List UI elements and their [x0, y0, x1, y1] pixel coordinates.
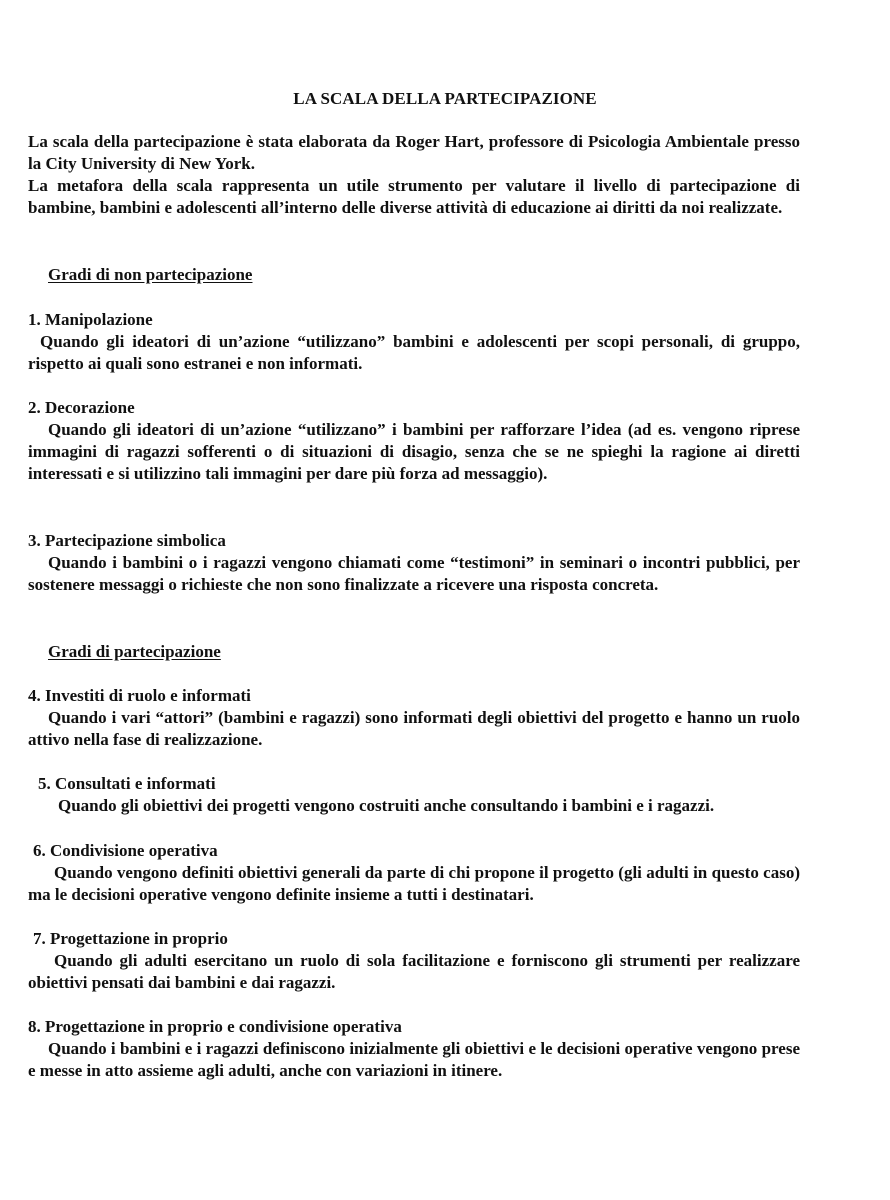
item-title: 2. Decorazione: [28, 398, 135, 417]
item-title: 1. Manipolazione: [28, 310, 153, 329]
item-title: 8. Progettazione in proprio e condivisione operativa: [28, 1017, 402, 1036]
intro-text: [28, 131, 800, 219]
item-text: Quando gli ideatori di un’azione “utilizzano” bambini e adolescenti per scopi personali, di gruppo, rispetto ai quali sono estranei e non informati.: [28, 332, 800, 373]
item-text: Quando vengono definiti obiettivi generali da parte di chi propone il progetto (gli adulti in questo caso) ma le decisioni operative vengono definite insieme a tutti i destinatari.: [28, 863, 800, 904]
section-heading-non-participation: Gradi di non partecipazione: [48, 265, 253, 284]
item-title: 4. Investiti di ruolo e informati: [28, 686, 251, 705]
item-text: Quando i vari “attori” (bambini e ragazzi) sono informati degli obiettivi del progetto e hanno un ruolo attivo nella fase di realizzazione.: [28, 708, 800, 749]
item-text: Quando i bambini o i ragazzi vengono chiamati come “testimoni” in seminari o incontri pubblici, per sostenere messaggi o richieste che non sono finalizzate a ricevere una risposta concreta.: [28, 553, 800, 594]
intro-paragraph: La metafora della scala rappresenta un utile strumento per valutare il livello di partecipazione di bambine, bambini e adolescenti all’interno delle diverse attività di educazione ai diritti da noi realizzate.: [28, 176, 800, 217]
item-text: Quando gli obiettivi dei progetti vengono costruiti anche consultando i bambini e i ragazzi.: [58, 796, 715, 815]
item-text: Quando i bambini e i ragazzi definiscono inizialmente gli obiettivi e le decisioni operative vengono prese e messe in atto assieme agli adulti, anche con variazioni in itinere.: [28, 1039, 800, 1080]
item-title: 6. Condivisione operativa: [33, 841, 218, 860]
item-text: Quando gli adulti esercitano un ruolo di sola facilitazione e forniscono gli strumenti per realizzare obiettivi pensati dai bambini e dai ragazzi.: [28, 951, 800, 992]
document-title: LA SCALA DELLA PARTECIPAZIONE: [293, 89, 597, 108]
item-title: 7. Progettazione in proprio: [33, 929, 228, 948]
section-heading-participation: Gradi di partecipazione: [48, 642, 221, 661]
item-title: 3. Partecipazione simbolica: [28, 531, 226, 550]
item-text: Quando gli ideatori di un’azione “utilizzano” i bambini per rafforzare l’idea (ad es. vengono riprese immagini di ragazzi sofferenti o di situazioni di disagio, senza che se ne spieghi la ragione ai diretti interessati e si utilizzino tali immagini per dare più forza ad messaggio).: [28, 420, 800, 483]
intro-paragraph: La scala della partecipazione è stata elaborata da Roger Hart, professore di Psicologia Ambientale presso la City University di New York.: [28, 132, 800, 173]
item-title: 5. Consultati e informati: [38, 774, 216, 793]
